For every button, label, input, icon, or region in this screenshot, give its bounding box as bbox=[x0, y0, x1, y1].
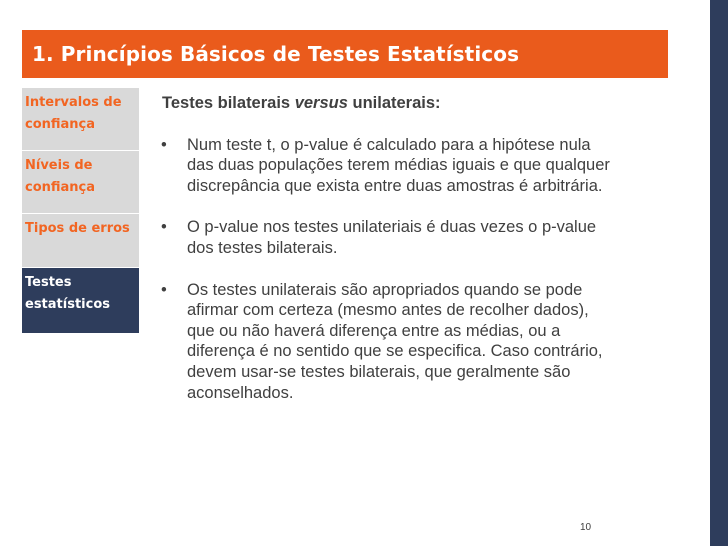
text-line: diferença é no sentido que se especifica. Caso contrário, bbox=[187, 342, 603, 361]
decorative-right-bar bbox=[710, 0, 728, 546]
bullet-icon: • bbox=[161, 135, 167, 154]
heading-emphasis: versus bbox=[294, 94, 348, 112]
sidebar-item-label: confiança bbox=[25, 117, 96, 132]
bullet-text bbox=[187, 217, 661, 258]
section-sidebar bbox=[22, 88, 139, 334]
text-line: dos testes bilaterais. bbox=[187, 238, 338, 257]
sidebar-item-label: Tipos de erros bbox=[25, 221, 130, 236]
sidebar-item-intervalos[interactable] bbox=[22, 88, 139, 151]
sidebar-item-testes-active[interactable] bbox=[22, 268, 139, 334]
text-line: discrepância que exista entre duas amostras é arbitrária. bbox=[187, 176, 603, 195]
page-number: 10 bbox=[580, 522, 592, 533]
text-line: Os testes unilaterais são apropriados quando se pode bbox=[187, 280, 583, 299]
bullet-text bbox=[187, 135, 661, 197]
bullet-icon: • bbox=[161, 218, 167, 237]
slide-content bbox=[161, 93, 661, 424]
text-line: afirmar com certeza (mesmo antes de recolher dados), bbox=[187, 301, 589, 320]
sidebar-item-label: estatísticos bbox=[25, 297, 110, 312]
content-heading bbox=[162, 93, 661, 114]
heading-text: Testes bilaterais bbox=[162, 94, 295, 112]
text-line: aconselhados. bbox=[187, 383, 294, 402]
text-line: que ou não haverá diferença entre as médias, ou a bbox=[187, 321, 561, 340]
text-line: devem usar-se testes bilaterais, que geralmente são bbox=[187, 362, 571, 381]
sidebar-item-label: Testes bbox=[25, 275, 72, 290]
sidebar-item-niveis[interactable] bbox=[22, 151, 139, 214]
slide-title: 1. Princípios Básicos de Testes Estatísticos bbox=[32, 42, 520, 66]
bullet-item bbox=[161, 217, 661, 258]
text-line: O p-value nos testes unilateriais é duas vezes o p-value bbox=[187, 218, 597, 237]
text-line: das duas populações terem médias iguais e que qualquer bbox=[187, 156, 610, 175]
text-line: Num teste t, o p-value é calculado para a hipótese nula bbox=[187, 135, 591, 154]
title-band bbox=[22, 30, 668, 78]
heading-text: unilaterais: bbox=[347, 94, 441, 112]
sidebar-item-label: Níveis de bbox=[25, 158, 93, 173]
bullet-icon: • bbox=[161, 280, 167, 299]
sidebar-item-label: Intervalos de bbox=[25, 95, 122, 110]
sidebar-item-label: confiança bbox=[25, 180, 96, 195]
bullet-text bbox=[187, 280, 661, 404]
bullet-item bbox=[161, 135, 661, 197]
bullet-item bbox=[161, 280, 661, 404]
sidebar-item-tipos-erros[interactable] bbox=[22, 214, 139, 268]
